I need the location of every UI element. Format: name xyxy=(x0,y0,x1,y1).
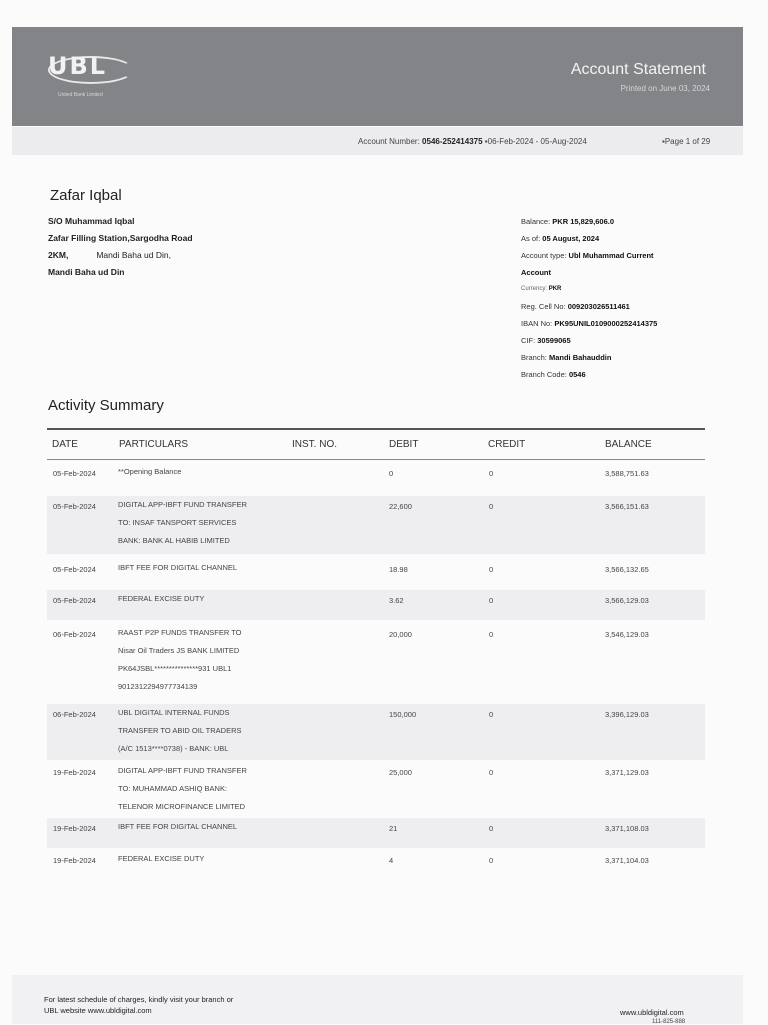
row-particulars xyxy=(118,850,204,868)
row-date: 06-Feb-2024 xyxy=(53,630,96,639)
footer-website: www.ubldigital.com xyxy=(620,1008,684,1017)
col-header-inst-no: INST. NO. xyxy=(292,439,338,450)
particulars-line: BANK: BANK AL HABIB LIMITED xyxy=(118,536,230,545)
currency-line xyxy=(521,281,657,298)
account-type-line xyxy=(521,247,657,264)
address-line-3: Mandi Baha ud Din xyxy=(48,267,125,277)
row-date: 05-Feb-2024 xyxy=(53,469,96,478)
col-header-debit: DEBIT xyxy=(389,439,419,450)
row-credit: 0 xyxy=(489,596,494,605)
row-debit: 21 xyxy=(389,824,398,833)
row-credit: 0 xyxy=(489,469,494,478)
particulars-line: **Opening Balance xyxy=(118,467,182,476)
particulars-line: TO: MUHAMMAD ASHIQ BANK: xyxy=(118,784,228,793)
table-row xyxy=(47,704,705,760)
branch-line xyxy=(521,349,657,366)
page-title: Account Statement xyxy=(570,61,706,78)
table-row xyxy=(47,624,705,702)
customer-relation: S/O Muhammad Iqbal xyxy=(48,216,135,226)
row-balance: 3,546,129.03 xyxy=(605,630,649,639)
row-particulars xyxy=(118,463,181,481)
row-particulars xyxy=(118,559,237,577)
row-particulars xyxy=(118,496,247,550)
printed-on-date: Printed on June 03, 2024 xyxy=(620,84,710,93)
iban-value: PK95UNIL0109000252414375 xyxy=(554,319,658,328)
row-debit: 3.62 xyxy=(389,596,404,605)
row-date: 19-Feb-2024 xyxy=(53,768,96,777)
balance-value: PKR 15,829,606.0 xyxy=(552,217,614,226)
row-credit: 0 xyxy=(489,502,494,511)
activity-summary-title: Activity Summary xyxy=(48,397,164,414)
col-header-balance: BALANCE xyxy=(605,439,652,450)
col-header-particulars: PARTICULARS xyxy=(119,439,189,450)
address-line-1: Zafar Filling Station,Sargodha Road xyxy=(48,233,193,243)
account-info xyxy=(521,213,657,383)
table-row xyxy=(47,818,705,848)
cif-line xyxy=(521,332,657,349)
particulars-line: FEDERAL EXCISE DUTY xyxy=(118,594,205,603)
branch-value: Mandi Bahauddin xyxy=(548,353,612,362)
col-header-credit: CREDIT xyxy=(488,439,526,450)
row-debit: 4 xyxy=(389,856,394,865)
account-number-label: Account Number: xyxy=(358,137,420,146)
cell-value: 009203026511461 xyxy=(567,302,630,311)
table-row xyxy=(47,590,705,620)
table-row xyxy=(47,496,705,554)
row-debit: 22,600 xyxy=(389,502,412,511)
account-type-value: Ubl Muhammad Current xyxy=(568,251,654,260)
particulars-line: TO: INSAF TANSPORT SERVICES xyxy=(118,518,237,527)
particulars-line: (A/C 1513****0738) - BANK: UBL xyxy=(118,744,229,753)
currency-value: PKR xyxy=(548,286,562,292)
row-balance: 3,396,129.03 xyxy=(605,710,649,719)
address-line-2b: Mandi Baha ud Din, xyxy=(96,250,171,260)
customer-name: Zafar Iqbal xyxy=(50,187,122,204)
table-row xyxy=(47,463,705,491)
row-balance: 3,588,751.63 xyxy=(605,469,649,478)
asof-value: 05 August, 2024 xyxy=(542,234,600,243)
row-balance: 3,566,132.65 xyxy=(605,565,649,574)
row-credit: 0 xyxy=(489,824,494,833)
page-number: ▪Page 1 of 29 xyxy=(662,137,711,146)
row-balance: 3,371,129.03 xyxy=(605,768,649,777)
row-debit: 0 xyxy=(389,469,394,478)
row-balance: 3,371,104.03 xyxy=(605,856,649,865)
row-credit: 0 xyxy=(489,630,494,639)
particulars-line: 9012312294977734139 xyxy=(118,682,198,691)
customer-address xyxy=(48,213,193,281)
branch-label: Branch: xyxy=(521,353,547,362)
row-balance: 3,566,129.03 xyxy=(605,596,649,605)
row-debit: 25,000 xyxy=(389,768,412,777)
row-date: 19-Feb-2024 xyxy=(53,856,96,865)
row-date: 05-Feb-2024 xyxy=(53,565,96,574)
footer-note-line-1: For latest schedule of charges, kindly visit your branch or xyxy=(44,995,234,1004)
row-credit: 0 xyxy=(489,565,494,574)
particulars-line: PK64JSBL***************931 UBL1 xyxy=(118,664,232,673)
row-date: 05-Feb-2024 xyxy=(53,596,96,605)
row-debit: 20,000 xyxy=(389,630,412,639)
ubl-logo xyxy=(48,52,148,104)
account-number-line xyxy=(358,137,587,146)
particulars-line: TRANSFER TO ABID OIL TRADERS xyxy=(118,726,242,735)
row-credit: 0 xyxy=(489,768,494,777)
row-date: 06-Feb-2024 xyxy=(53,710,96,719)
account-number: 0546-252414375 xyxy=(422,137,483,146)
cell-label: Reg. Cell No: xyxy=(521,302,566,311)
footer-note xyxy=(44,994,233,1016)
cell-line xyxy=(521,298,657,315)
row-particulars xyxy=(118,590,204,608)
cif-value: 30599065 xyxy=(537,336,571,345)
balance-line xyxy=(521,213,657,230)
address-line-2 xyxy=(48,247,193,264)
table-row xyxy=(47,762,705,816)
row-balance: 3,566,151.63 xyxy=(605,502,649,511)
row-credit: 0 xyxy=(489,710,494,719)
particulars-line: RAAST P2P FUNDS TRANSFER TO xyxy=(118,628,242,637)
particulars-line: IBFT FEE FOR DIGITAL CHANNEL xyxy=(118,822,238,831)
footer-phone: 111-825-888 xyxy=(652,1019,686,1025)
branch-code-value: 0546 xyxy=(568,370,586,379)
row-particulars xyxy=(118,704,242,758)
iban-line xyxy=(521,315,657,332)
account-type-line-2 xyxy=(521,264,657,281)
row-particulars xyxy=(118,818,237,836)
particulars-line: TELENOR MICROFINANCE LIMITED xyxy=(118,802,246,811)
account-type-value-2: Account xyxy=(521,268,551,277)
account-type-label: Account type: xyxy=(521,251,567,260)
address-line-2a: 2KM, xyxy=(48,250,69,260)
row-date: 05-Feb-2024 xyxy=(53,502,96,511)
row-debit: 150,000 xyxy=(389,710,417,719)
row-particulars xyxy=(118,624,242,696)
table-row xyxy=(47,559,705,587)
particulars-line: Nisar Oil Traders JS BANK LIMITED xyxy=(118,646,240,655)
particulars-line: DIGITAL APP-IBFT FUND TRANSFER xyxy=(118,766,247,775)
row-debit: 18.98 xyxy=(389,565,408,574)
logo-tagline: United Bank Limited xyxy=(58,92,103,98)
row-balance: 3,371,108.03 xyxy=(605,824,649,833)
asof-line xyxy=(521,230,657,247)
branch-code-line xyxy=(521,366,657,383)
currency-label: Currency: xyxy=(521,286,548,292)
iban-label: IBAN No: xyxy=(521,319,553,328)
statement-period: ▪06-Feb-2024 - 05-Aug-2024 xyxy=(484,137,587,146)
footer-note-line-2: UBL website www.ubldigital.com xyxy=(44,1006,152,1015)
particulars-line: IBFT FEE FOR DIGITAL CHANNEL xyxy=(118,563,238,572)
asof-label: As of: xyxy=(521,234,541,243)
particulars-line: DIGITAL APP-IBFT FUND TRANSFER xyxy=(118,500,247,509)
table-row xyxy=(47,850,705,878)
col-header-date: DATE xyxy=(52,439,78,450)
cif-label: CIF: xyxy=(521,336,536,345)
particulars-line: UBL DIGITAL INTERNAL FUNDS xyxy=(118,708,230,717)
branch-code-label: Branch Code: xyxy=(521,370,567,379)
particulars-line: FEDERAL EXCISE DUTY xyxy=(118,854,205,863)
row-particulars xyxy=(118,762,247,816)
row-date: 19-Feb-2024 xyxy=(53,824,96,833)
table-top-rule xyxy=(47,428,705,430)
logo-text: UBL xyxy=(48,52,108,80)
balance-label: Balance: xyxy=(521,217,551,226)
row-credit: 0 xyxy=(489,856,494,865)
table-header-rule xyxy=(47,459,705,460)
